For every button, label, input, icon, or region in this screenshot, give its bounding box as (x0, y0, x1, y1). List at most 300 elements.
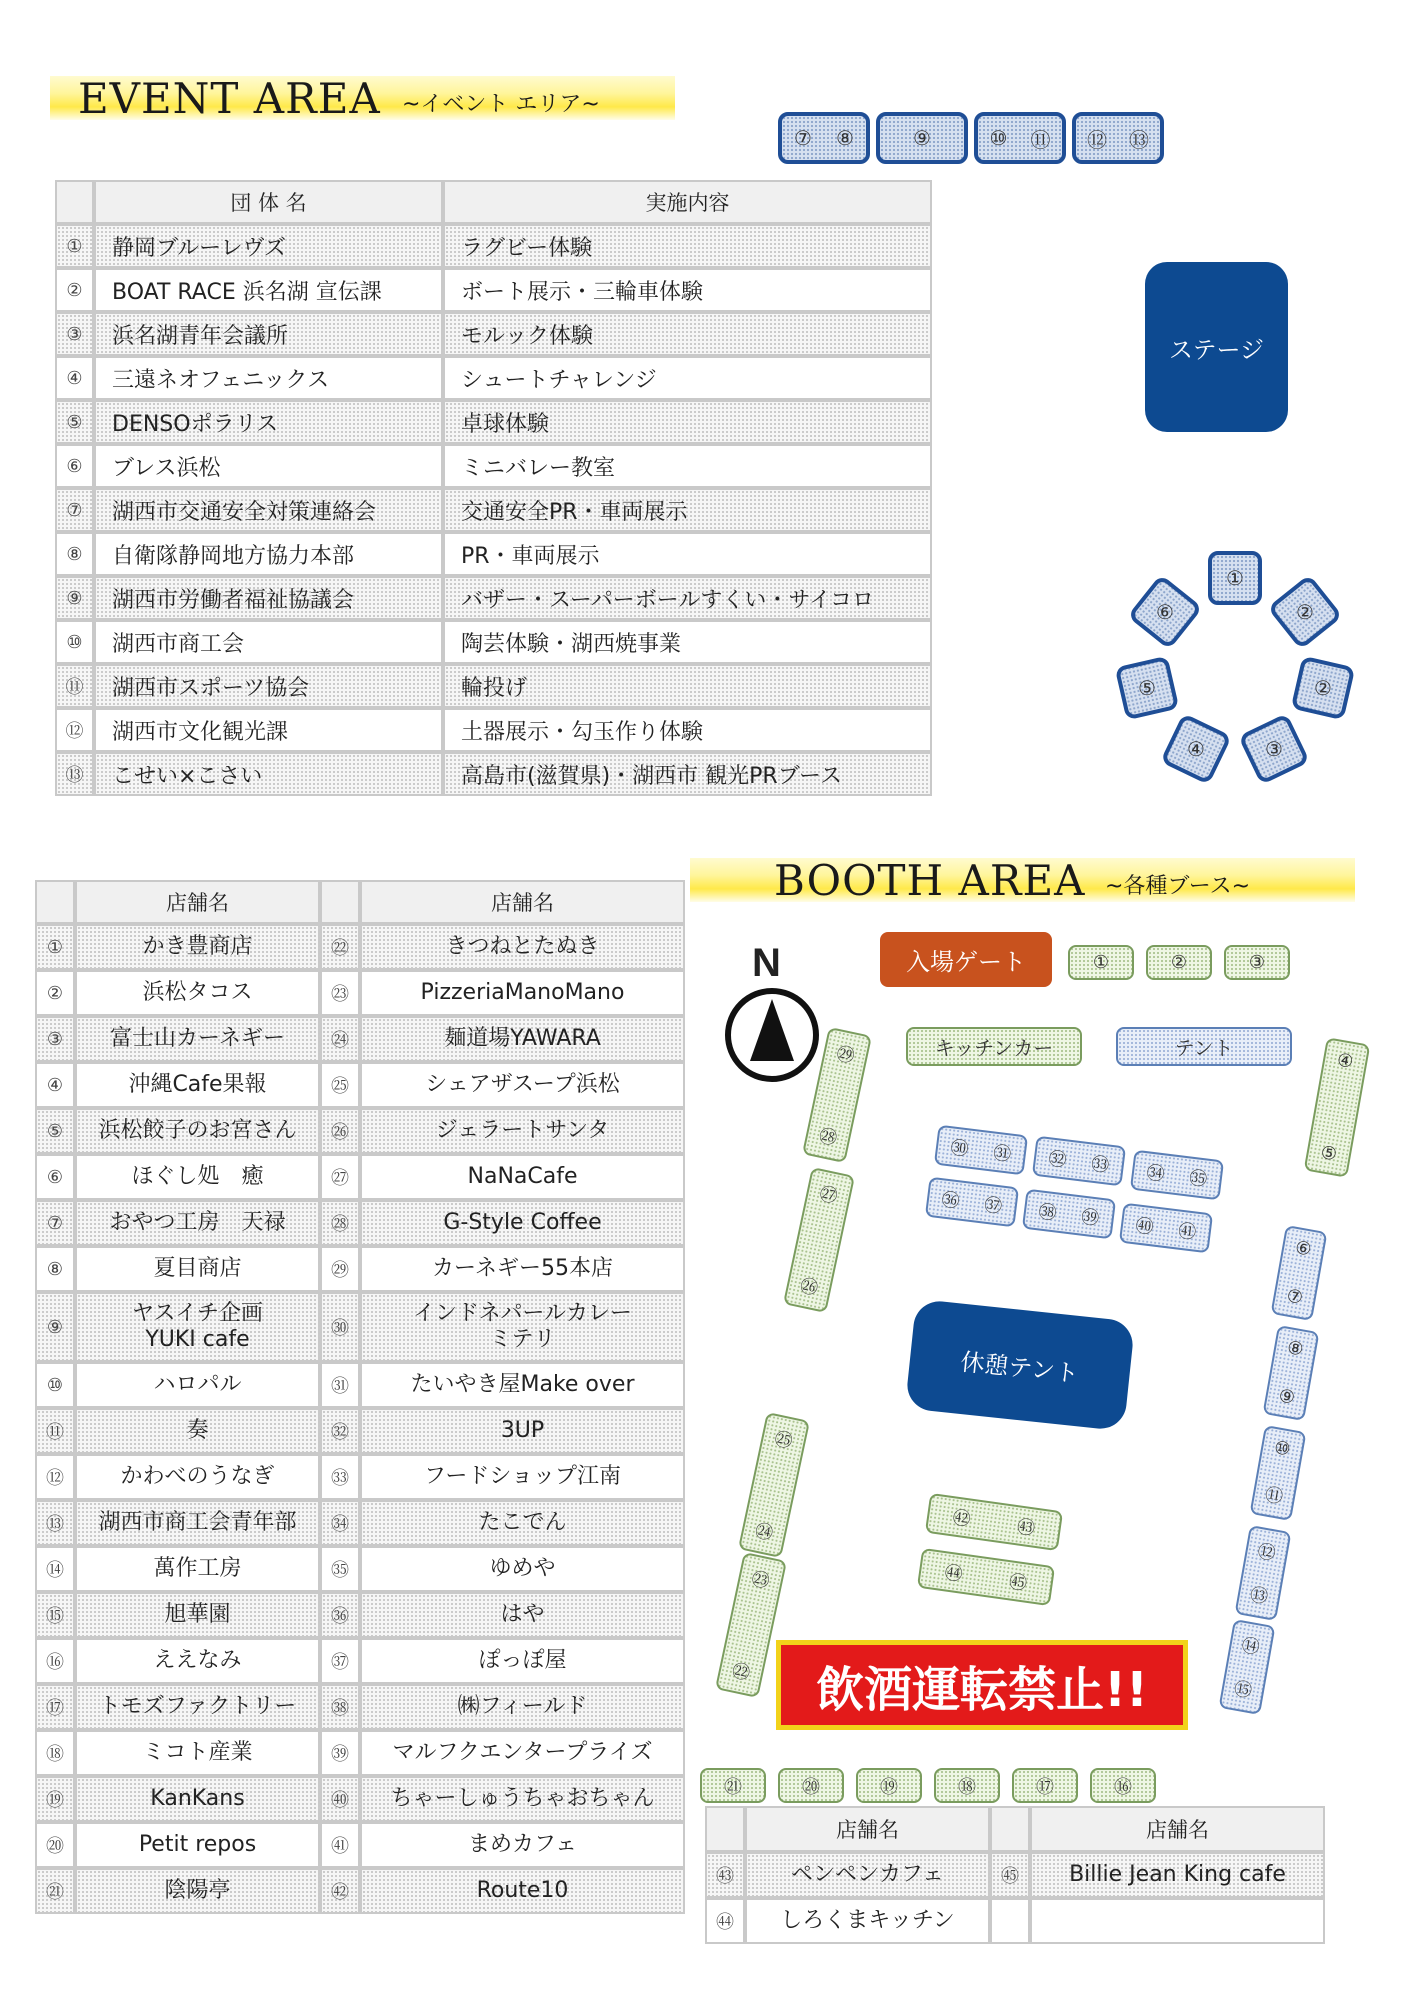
booth-number: ⑩ (1272, 1437, 1293, 1461)
booth-row-name (360, 924, 685, 970)
booth-row-number: ⑩ (35, 1362, 75, 1408)
booth-row-number: ⑬ (35, 1500, 75, 1546)
booth-row (35, 1592, 685, 1638)
booth-name-line: ヤスイチ企画 (131, 1301, 264, 1326)
booth-number: ⑨ (1276, 1385, 1297, 1409)
booth-number: ㉚ (949, 1137, 970, 1161)
booth-number: ㉜ (1047, 1148, 1068, 1172)
booth-row-name (75, 1408, 320, 1454)
booth-small-row-name (1030, 1898, 1325, 1944)
booth-row-number: ㉟ (320, 1546, 360, 1592)
no-drink-driving-sign (776, 1640, 1188, 1730)
booth-row-number: ⑳ (35, 1822, 75, 1868)
booth-number: ㊳ (1037, 1201, 1058, 1225)
booth-number: ㉗ (817, 1183, 840, 1208)
booth-name-line: トモズファクトリー (98, 1694, 297, 1719)
entrance-gate (880, 932, 1052, 987)
booth-name-line: おやつ工房 天禄 (109, 1210, 286, 1235)
event-row-content: バザー・スーパーボールすくい・サイコロ (443, 576, 932, 620)
booth-number: ㊸ (1015, 1516, 1037, 1540)
event-row-group: BOAT RACE 浜名湖 宣伝課 (94, 268, 443, 312)
booth-row-number: ⑧ (35, 1246, 75, 1292)
booth-name-line: ハロパル (153, 1372, 242, 1397)
event-row-number: ④ (55, 356, 94, 400)
booth-name-line: かき豊商店 (142, 934, 253, 959)
booth-row-name (360, 1684, 685, 1730)
booth-name-line: 沖縄Cafe果報 (128, 1072, 267, 1097)
booth-map-pair (1263, 1325, 1320, 1421)
booth-number: ⑭ (1239, 1634, 1262, 1659)
booth-small-row-number: ㊺ (990, 1852, 1030, 1898)
booth-number: ㉖ (797, 1275, 820, 1300)
booth-row-name (75, 1108, 320, 1154)
booth-row (35, 1108, 685, 1154)
booth-area-banner (690, 856, 1355, 905)
booth-name-line: フードショップ江南 (424, 1464, 621, 1489)
booth-row-number: ㊱ (320, 1592, 360, 1638)
booth-row-name (360, 1246, 685, 1292)
booth-row-name (360, 1822, 685, 1868)
event-row (55, 488, 932, 532)
event-row-number: ⑫ (55, 708, 94, 752)
event-ring-booth (1208, 551, 1262, 605)
booth-number: ② (1296, 599, 1315, 624)
booth-map-slot (1146, 945, 1212, 980)
booth-row-name (360, 1776, 685, 1822)
booth-small-row-name: ペンペンカフェ (745, 1852, 990, 1898)
booth-map-slot (1224, 945, 1290, 980)
booth-row-number: ㉛ (320, 1362, 360, 1408)
booth-header-name2: 店舗名 (360, 880, 685, 924)
booth-number: ⑮ (1232, 1678, 1254, 1703)
booth-number: ㉙ (834, 1043, 857, 1068)
booth-row-name (75, 1292, 320, 1362)
event-row-group: 自衛隊静岡地方協力本部 (94, 532, 443, 576)
no-drink-driving-label: 飲酒運転禁止!! (816, 1661, 1148, 1718)
booth-name-line: ほぐし処 癒 (131, 1164, 264, 1189)
booth-name-line: インドネパールカレー (412, 1301, 633, 1326)
booth-row (35, 1730, 685, 1776)
booth-map-slot (778, 1768, 844, 1803)
kitchen-car-label: キッチンカー (934, 1036, 1054, 1060)
event-row-group: 湖西市交通安全対策連絡会 (94, 488, 443, 532)
event-row-group: 浜名湖青年会議所 (94, 312, 443, 356)
booth-number: ⑯ (1114, 1776, 1132, 1798)
booth-number: ① (1092, 952, 1110, 973)
booth-name-line: シェアザスープ浜松 (425, 1072, 620, 1097)
rest-tent-label: 休憩テント (959, 1347, 1081, 1388)
booth-map-slot (856, 1768, 922, 1803)
booth-row-name (75, 1822, 320, 1868)
booth-map-pair (934, 1125, 1028, 1176)
booth-number: ⑪ (1030, 127, 1051, 152)
booth-row (35, 1868, 685, 1914)
booth-row (35, 1016, 685, 1062)
booth-row-number: ⑪ (35, 1408, 75, 1454)
booth-row-number: ㉙ (320, 1246, 360, 1292)
booth-row-name (360, 1638, 685, 1684)
entrance-gate-label: 入場ゲート (906, 948, 1026, 976)
booth-row-name (75, 1246, 320, 1292)
booth-name-line: Petit repos (138, 1832, 257, 1857)
booth-row-name (75, 924, 320, 970)
event-row-content: シュートチャレンジ (443, 356, 932, 400)
event-row-group: 三遠ネオフェニックス (94, 356, 443, 400)
booth-name-line: 萬作工房 (153, 1556, 242, 1581)
booth-row-name (360, 1200, 685, 1246)
compass-arrow-icon (722, 985, 822, 1085)
booth-row-name (75, 1016, 320, 1062)
event-row (55, 224, 932, 268)
event-row-content: PR・車両展示 (443, 532, 932, 576)
booth-row-number: ⑰ (35, 1684, 75, 1730)
event-row-number: ⑪ (55, 664, 94, 708)
booth-row (35, 1776, 685, 1822)
booth-map-slot (934, 1768, 1000, 1803)
booth-row (35, 1408, 685, 1454)
booth-number: ① (1226, 566, 1244, 590)
booth-name-line: ミテリ (489, 1327, 556, 1352)
event-area-banner (50, 74, 675, 123)
event-row-number: ⑨ (55, 576, 94, 620)
booth-row-name (360, 1500, 685, 1546)
booth-number: ㉒ (729, 1660, 752, 1685)
booth-map-pair (738, 1412, 810, 1558)
booth-name-line: ㈱フィールド (457, 1694, 588, 1719)
booth-number: ③ (1265, 737, 1284, 762)
booth-map-slot (1068, 945, 1134, 980)
booth-row (35, 1200, 685, 1246)
booth-row-number: ㉜ (320, 1408, 360, 1454)
booth-name-line: G-Style Coffee (443, 1210, 602, 1235)
booth-small-header (705, 1806, 1325, 1852)
booth-number: ㉝ (1089, 1153, 1111, 1177)
event-row (55, 356, 932, 400)
booth-map-pair (1304, 1037, 1371, 1178)
booth-map-pair (1130, 1150, 1224, 1201)
booth-number: ㉘ (816, 1125, 839, 1150)
event-header-group: 団 体 名 (94, 180, 443, 224)
booth-number: ㉛ (991, 1142, 1013, 1166)
event-row (55, 752, 932, 796)
booth-number: ⑨ (913, 126, 931, 150)
event-area-subtitle: ~イベント エリア~ (402, 92, 600, 117)
event-row-group: 静岡ブルーレヴズ (94, 224, 443, 268)
booth-name-line: 浜松タコス (142, 980, 253, 1005)
booth-row-name (75, 1154, 320, 1200)
booth-name-line: マルフクエンタープライズ (392, 1740, 653, 1765)
event-top-booth (974, 112, 1066, 164)
booth-name-line: ぽっぽ屋 (478, 1648, 567, 1673)
event-row-group: ブレス浜松 (94, 444, 443, 488)
booth-number: ⑬ (1129, 127, 1149, 152)
booth-row (35, 1154, 685, 1200)
booth-name-line: ゆめや (489, 1556, 556, 1581)
booth-small-row-number: ㊹ (705, 1898, 745, 1944)
booth-row-number: ㊶ (320, 1822, 360, 1868)
booth-number: ④ (1335, 1049, 1355, 1073)
booth-row-number: ㉝ (320, 1454, 360, 1500)
north-label: N (752, 941, 781, 985)
booth-row-number: ⑥ (35, 1154, 75, 1200)
booth-number: ⑦ (1284, 1285, 1305, 1309)
event-top-booth (876, 112, 968, 164)
north-compass (722, 941, 822, 1085)
event-row-content: 交通安全PR・車両展示 (443, 488, 932, 532)
event-row (55, 708, 932, 752)
booth-row-name (75, 1062, 320, 1108)
booth-row-name (360, 1062, 685, 1108)
event-area-title: EVENT AREA (78, 74, 381, 123)
booth-row-number: ㉘ (320, 1200, 360, 1246)
booth-row-name (360, 1154, 685, 1200)
booth-number: ⑥ (1155, 599, 1174, 624)
booth-row-name (360, 1292, 685, 1362)
booth-number: ⑧ (1285, 1337, 1306, 1361)
event-row-content: 土器展示・勾玉作り体験 (443, 708, 932, 752)
booth-row-name (75, 1454, 320, 1500)
booth-row-name (360, 1016, 685, 1062)
event-row-number: ② (55, 268, 94, 312)
event-row-content: 陶芸体験・湖西焼事業 (443, 620, 932, 664)
booth-row (35, 1362, 685, 1408)
booth-row (35, 1822, 685, 1868)
booth-number: ㉓ (749, 1568, 772, 1593)
booth-row (35, 1500, 685, 1546)
booth-row-number: ⑲ (35, 1776, 75, 1822)
event-ring-booth (1115, 656, 1180, 721)
booth-number: ㉕ (772, 1428, 795, 1453)
booth-name-line: たこでん (478, 1510, 567, 1535)
event-ring-booth (1160, 713, 1232, 785)
booth-name-line: 陰陽亭 (164, 1878, 231, 1903)
booth-number: ㊷ (951, 1507, 972, 1531)
booth-name-line: 旭華園 (164, 1602, 231, 1627)
booth-row-number: ⑯ (35, 1638, 75, 1684)
booth-map-pair (783, 1167, 855, 1313)
booth-number: ㉞ (1145, 1162, 1166, 1186)
booth-number: ㊶ (1176, 1220, 1198, 1244)
booth-row-name (360, 1592, 685, 1638)
event-row-number: ⑦ (55, 488, 94, 532)
event-row-content: 卓球体験 (443, 400, 932, 444)
event-row (55, 444, 932, 488)
booth-header-name1: 店舗名 (75, 880, 320, 924)
booth-row-number: ⑤ (35, 1108, 75, 1154)
booth-number: ⑤ (1319, 1142, 1339, 1166)
booth-name-line: ジェラートサンタ (435, 1118, 610, 1143)
booth-row-number: ㉒ (320, 924, 360, 970)
booth-map-slot (700, 1768, 766, 1803)
rest-tent (905, 1299, 1135, 1431)
event-ring-booth (1290, 656, 1355, 721)
booth-name-line: Route10 (476, 1878, 569, 1903)
booth-small-row-number (990, 1898, 1030, 1944)
booth-name-line: カーネギー55本店 (432, 1256, 613, 1281)
event-row (55, 532, 932, 576)
booth-number: ㊱ (940, 1189, 961, 1213)
event-ring-booth (1238, 713, 1310, 785)
booth-row-name (75, 1200, 320, 1246)
event-row (55, 664, 932, 708)
booth-number: ⑪ (1263, 1484, 1285, 1509)
booth-row-number: ㊴ (320, 1730, 360, 1776)
booth-row (35, 1684, 685, 1730)
booth-row-number: ㉚ (320, 1292, 360, 1362)
booth-row-number: ③ (35, 1016, 75, 1062)
booth-map-slot (1012, 1768, 1078, 1803)
booth-small-row (705, 1852, 1325, 1898)
booth-number: ㊵ (1134, 1215, 1155, 1239)
booth-row-name (360, 1454, 685, 1500)
event-row-number: ⑧ (55, 532, 94, 576)
event-row-number: ① (55, 224, 94, 268)
booth-map-pair (1219, 1619, 1276, 1715)
booth-area-title: BOOTH AREA (774, 856, 1086, 905)
booth-small-row-number: ㊸ (705, 1852, 745, 1898)
booth-number: ② (1313, 676, 1332, 701)
event-row-number: ⑤ (55, 400, 94, 444)
booth-small-row-name: しろくまキッチン (745, 1898, 990, 1944)
booth-row-number: ⑨ (35, 1292, 75, 1362)
booth-header-no2 (320, 880, 360, 924)
booth-map-pair (925, 1493, 1063, 1551)
booth-name-line: NaNaCafe (467, 1164, 578, 1189)
event-row-group: DENSOポラリス (94, 400, 443, 444)
event-row-number: ⑩ (55, 620, 94, 664)
event-row (55, 576, 932, 620)
event-row-content: 輪投げ (443, 664, 932, 708)
booth-name-line: 湖西市商工会青年部 (98, 1510, 297, 1535)
booth-row-name (360, 1546, 685, 1592)
booth-table-header (35, 880, 685, 924)
booth-number: ③ (1248, 952, 1266, 973)
booth-small-header-no1 (705, 1806, 745, 1852)
event-ring-booth (1127, 574, 1203, 650)
booth-row-name (75, 1684, 320, 1730)
tent (1116, 1027, 1292, 1066)
booth-name-line: YUKI cafe (145, 1327, 250, 1352)
event-row-group: こせい×こさい (94, 752, 443, 796)
booth-name-line: 3UP (500, 1418, 545, 1443)
booth-row-name (360, 1868, 685, 1914)
booth-row-number: ㉕ (320, 1062, 360, 1108)
booth-table (35, 880, 685, 1914)
event-row-group: 湖西市文化観光課 (94, 708, 443, 752)
booth-row-name (75, 1638, 320, 1684)
booth-row-name (75, 1546, 320, 1592)
booth-map-pair (925, 1177, 1019, 1228)
booth-number: ⑫ (1087, 127, 1107, 152)
booth-name-line: 夏目商店 (153, 1256, 242, 1281)
booth-row-name (75, 1868, 320, 1914)
booth-row-name (75, 1362, 320, 1408)
booth-row-number: ㉖ (320, 1108, 360, 1154)
booth-name-line: はや (500, 1602, 545, 1627)
booth-row (35, 1292, 685, 1362)
booth-row-name (360, 1408, 685, 1454)
booth-row (35, 1638, 685, 1684)
booth-number: ⑥ (1293, 1237, 1314, 1261)
booth-number: ⑳ (802, 1776, 820, 1798)
booth-map-slot (1090, 1768, 1156, 1803)
event-row-content: ボート展示・三輪車体験 (443, 268, 932, 312)
booth-header-no1 (35, 880, 75, 924)
event-top-booth (1072, 112, 1164, 164)
booth-small-header-name2: 店舗名 (1030, 1806, 1325, 1852)
event-row-group: 湖西市労働者福祉協議会 (94, 576, 443, 620)
booth-map-pair (1119, 1203, 1213, 1254)
booth-row-number: ⑮ (35, 1592, 75, 1638)
booth-row-number: ㉑ (35, 1868, 75, 1914)
booth-row-number: ⑭ (35, 1546, 75, 1592)
booth-number: ⑧ (836, 126, 854, 150)
event-top-booth (778, 112, 870, 164)
tent-label: テント (1174, 1036, 1234, 1060)
booth-number: ㉟ (1187, 1167, 1209, 1191)
booth-number: ⑩ (989, 126, 1008, 150)
booth-row-number: ㉗ (320, 1154, 360, 1200)
booth-number: ㉔ (752, 1520, 775, 1545)
booth-name-line: ミコト産業 (142, 1740, 253, 1765)
booth-row-name (75, 1730, 320, 1776)
booth-name-line: 富士山カーネギー (110, 1026, 285, 1051)
event-row-content: モルック体験 (443, 312, 932, 356)
booth-row-number: ⑦ (35, 1200, 75, 1246)
booth-row (35, 1454, 685, 1500)
booth-row-number: ④ (35, 1062, 75, 1108)
booth-number: ⑰ (1036, 1776, 1054, 1798)
booth-number: ⑱ (958, 1776, 976, 1798)
booth-row-number: ㊷ (320, 1868, 360, 1914)
booth-row-number: ㊲ (320, 1638, 360, 1684)
booth-map-pair (1235, 1525, 1292, 1621)
booth-row-name (75, 970, 320, 1016)
event-ring-booth (1267, 574, 1343, 650)
stage-label: ステージ (1168, 335, 1265, 364)
booth-row-name (75, 1776, 320, 1822)
booth-small-table (705, 1806, 1325, 1944)
event-row (55, 620, 932, 664)
booth-row-name (75, 1500, 320, 1546)
booth-number: ⑫ (1255, 1540, 1278, 1565)
event-table-header (55, 180, 932, 224)
booth-name-line: 奏 (186, 1418, 209, 1443)
event-row-group: 湖西市商工会 (94, 620, 443, 664)
booth-name-line: 麺道場YAWARA (444, 1026, 601, 1051)
booth-row-name (360, 1108, 685, 1154)
booth-row-number: ㉞ (320, 1500, 360, 1546)
event-row-group: 湖西市スポーツ協会 (94, 664, 443, 708)
event-row-content: ミニバレー教室 (443, 444, 932, 488)
event-row (55, 268, 932, 312)
booth-name-line: ええなみ (153, 1648, 242, 1673)
booth-small-row (705, 1898, 1325, 1944)
booth-row-number: ② (35, 970, 75, 1016)
booth-row-number: ㉓ (320, 970, 360, 1016)
booth-number: ㉑ (724, 1776, 742, 1798)
event-row-content: 高島市(滋賀県)・湖西市 観光PRブース (443, 752, 932, 796)
event-row-number: ③ (55, 312, 94, 356)
event-row-number: ⑥ (55, 444, 94, 488)
kitchen-car (906, 1027, 1082, 1066)
booth-row (35, 1062, 685, 1108)
booth-map-pair (1250, 1425, 1307, 1521)
booth-number: ㊺ (1007, 1571, 1029, 1595)
booth-row (35, 1246, 685, 1292)
event-header-no (55, 180, 94, 224)
booth-number: ④ (1186, 737, 1205, 762)
